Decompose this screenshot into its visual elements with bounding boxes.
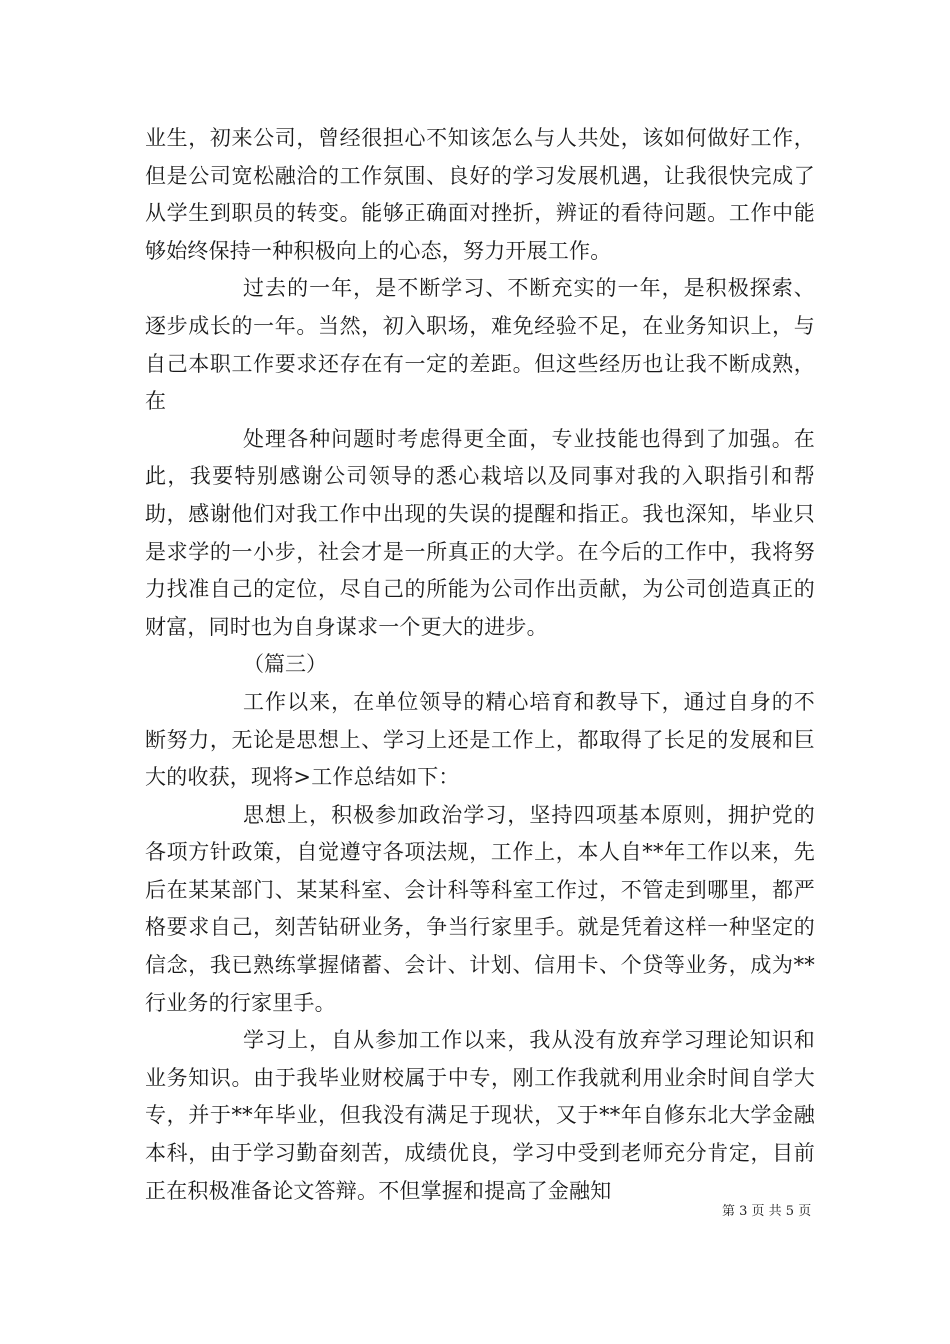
paragraph-past-year: 过去的一年，是不断学习、不断充实的一年，是积极探索、逐步成长的一年。当然，初入职场，难免经验不足，在业务知识上，与自己本职工作要求还存在有一定的差距。但这些经历也让我不断成熟，在 (145, 276, 815, 414)
document-body (145, 120, 815, 1210)
paragraph-ideology: 思想上，积极参加政治学习，坚持四项基本原则，拥护党的各项方针政策，自觉遵守各项法规，工作上，本人自**年工作以来，先后在某某部门、某某科室、会计科等科室工作过，不管走到哪里，都严格要求自己，刻苦钻研业务，争当行家里手。就是凭着这样一种坚定的信念，我已熟练掌握储蓄、会计、计划、信用卡、个贷等业务，成为**行业务的行家里手。 (145, 802, 815, 1015)
paragraph-continuation: 业生，初来公司，曾经很担心不知该怎么与人共处，该如何做好工作，但是公司宽松融洽的工作氛围、良好的学习发展机遇，让我很快完成了从学生到职员的转变。能够正确面对挫折，辨证的看待问题。工作中能够始终保持一种积极向上的心态，努力开展工作。 (145, 126, 815, 263)
paragraph-study: 学习上，自从参加工作以来，我从没有放弃学习理论知识和业务知识。由于我毕业财校属于中专，刚工作我就利用业余时间自学大专，并于**年毕业，但我没有满足于现状，又于**年自修东北大学金融本科，由于学习勤奋刻苦，成绩优良，学习中受到老师充分肯定，目前正在积极准备论文答辩。不但掌握和提高了金融知 (145, 1028, 815, 1203)
paragraph-work-intro: 工作以来，在单位领导的精心培育和教导下，通过自身的不断努力，无论是思想上、学习上还是工作上，都取得了长足的发展和巨大的收获，现将>工作总结如下： (145, 689, 815, 790)
page-number-footer: 第 3 页 共 5 页 (722, 1204, 812, 1219)
paragraph-gratitude: 处理各种问题时考虑得更全面，专业技能也得到了加强。在此，我要特别感谢公司领导的悉心栽培以及同事对我的入职指引和帮助，感谢他们对我工作中出现的失误的提醒和指正。我也深知，毕业只是求学的一小步，社会才是一所真正的大学。在今后的工作中，我将努力找准自己的定位，尽自己的所能为公司作出贡献，为公司创造真正的财富，同时也为自身谋求一个更大的进步。 (145, 426, 815, 639)
section-heading-part-three: （篇三） (243, 652, 327, 677)
